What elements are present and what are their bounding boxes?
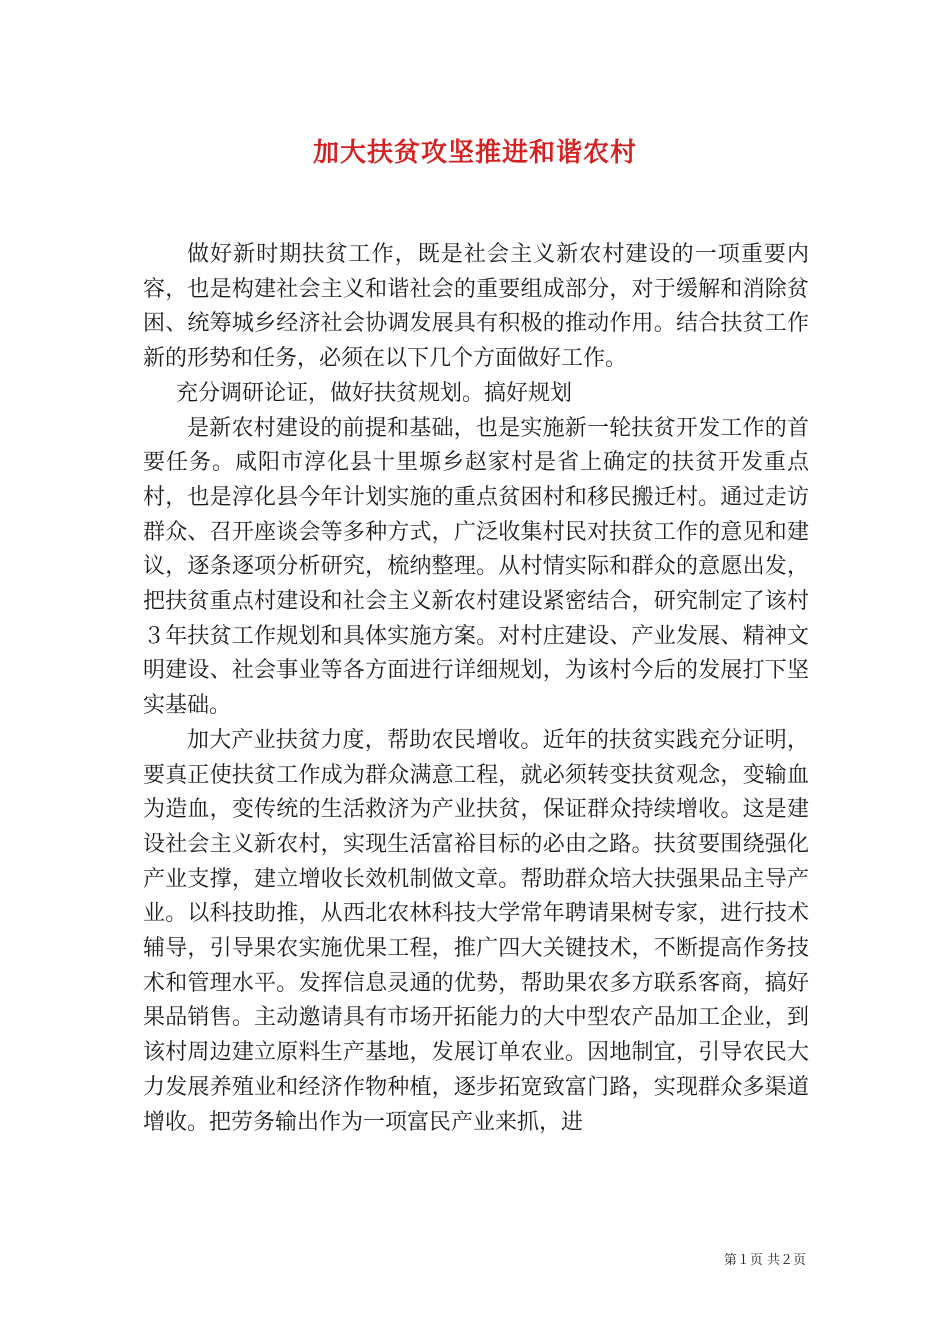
document-title: 加大扶贫攻坚推进和谐农村	[312, 138, 637, 168]
page-number: 第１页 共２页	[723, 1253, 806, 1268]
paragraph-intro: 做好新时期扶贫工作，既是社会主义新农村建设的一项重要内容，也是构建社会主义和谐社会的重要组成部分，对于缓解和消除贫困、统筹城乡经济社会协调发展具有积极的推动作用。结合扶贫工作新的形势和任务，必须在以下几个方面做好工作。	[143, 242, 809, 372]
paragraph-industry: 加大产业扶贫力度，帮助农民增收。近年的扶贫实践充分证明，要真正使扶贫工作成为群众满意工程，就必须转变扶贫观念，变输血为造血，变传统的生活救济为产业扶贫，保证群众持续增收。这是建设社会主义新农村，实现生活富裕目标的必由之路。扶贫要围绕强化产业支撑，建立增收长效机制做文章。帮助群众培大扶强果品主导产业。以科技助推，从西北农林科技大学常年聘请果树专家，进行技术辅导，引导果农实施优果工程，推广四大关键技术，不断提高作务技术和管理水平。发挥信息灵通的优势，帮助果农多方联系客商，搞好果品销售。主动邀请具有市场开拓能力的大中型农产品加工企业，到该村周边建立原料生产基地，发展订单农业。因地制宜，引导农民大力发展养殖业和经济作物种植，逐步拓宽致富门路，实现群众多渠道增收。把劳务输出作为一项富民产业来抓，进	[143, 727, 809, 1135]
paragraph-planning: 是新农村建设的前提和基础，也是实施新一轮扶贫开发工作的首要任务。咸阳市淳化县十里塬乡赵家村是省上确定的扶贫开发重点村，也是淳化县今年计划实施的重点贫困村和移民搬迁村。通过走访群众、召开座谈会等多种方式，广泛收集村民对扶贫工作的意见和建议，逐条逐项分析研究，梳纳整理。从村情实际和群众的意愿出发，把扶贫重点村建设和社会主义新农村建设紧密结合，研究制定了该村３年扶贫工作规划和具体实施方案。对村庄建设、产业发展、精神文明建设、社会事业等各方面进行详细规划，为该村今后的发展打下坚实基础。	[143, 415, 809, 719]
paragraph-heading-planning: 充分调研论证，做好扶贫规划。搞好规划	[176, 380, 573, 406]
document-body	[143, 238, 809, 1140]
